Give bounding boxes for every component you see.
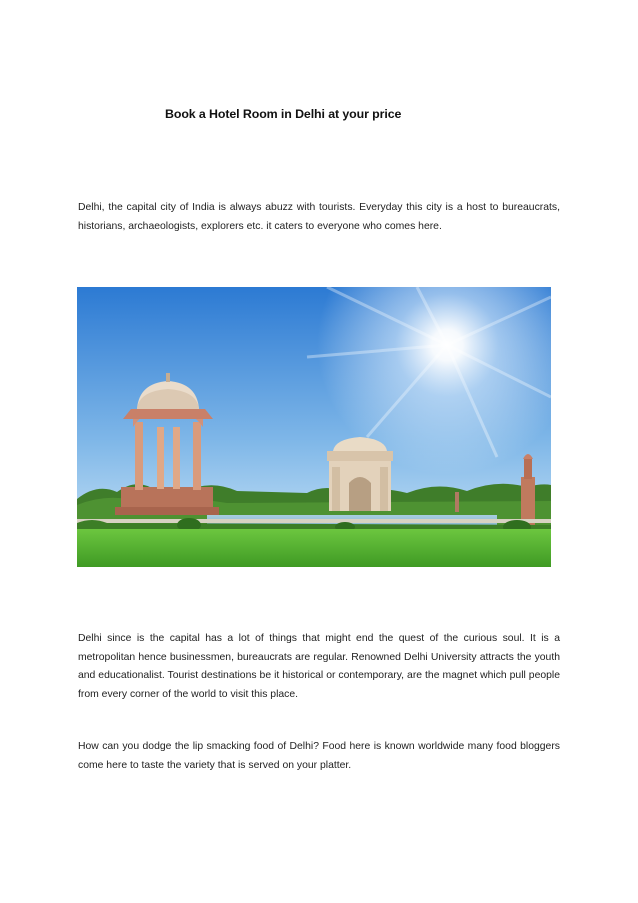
document-title: Book a Hotel Room in Delhi at your price [165, 107, 402, 121]
paragraph-capital: Delhi since is the capital has a lot of things that might end the quest of the curious soul. It is a metropolitan hence businessmen, bureaucrats are regular. Renowned Delhi University attracts the youth and educationalist. Tourist destinations be it historical or contemporary, are the magnet which pull people from every corner of the world to visit this place. [78, 633, 560, 700]
paragraph-intro: Delhi, the capital city of India is always abuzz with tourists. Everyday this city is a host to bureaucrats, historians, archaeologists, explorers etc. it caters to everyone who comes here. [78, 202, 560, 232]
paragraph-food: How can you dodge the lip smacking food of Delhi? Food here is known worldwide many food bloggers come here to taste the variety that is served on your platter. [78, 741, 560, 771]
delhi-monuments-photo [77, 287, 551, 567]
india-gate [327, 437, 393, 511]
